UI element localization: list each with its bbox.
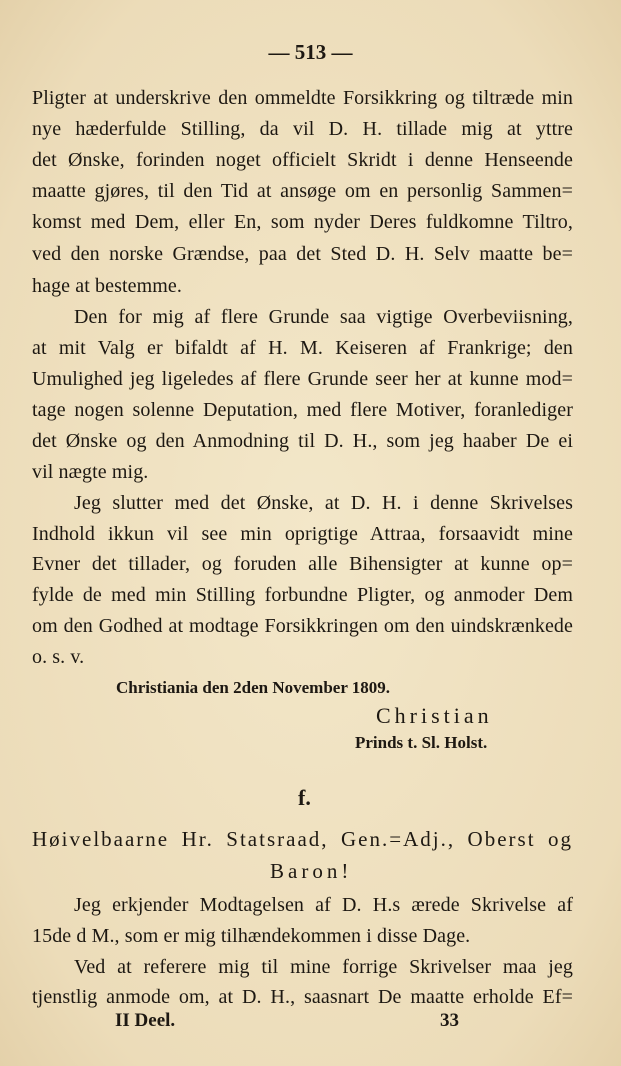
text-line: Ved at referere mig til mine forrige Skrivelser maa jeg <box>74 956 573 978</box>
text-line: det Ønske, forinden noget officielt Skridt i denne Henseende <box>32 149 573 171</box>
signature: Christian <box>376 703 493 728</box>
text-line: o. s. v. <box>32 646 85 668</box>
dateline: Christiania den 2den November 1809. <box>116 678 391 697</box>
text-line: om den Godhed at modtage Forsikkringen om den uindskrænkede <box>32 615 573 637</box>
signature-mark: 33 <box>440 1010 459 1031</box>
text-line: Indhold ikkun vil see min oprigtige Attraa, forsaavidt mine <box>32 523 573 545</box>
text-line: Jeg erkjender Modtagelsen af D. H.s ærede Skrivelse af <box>74 894 573 916</box>
text-line: Evner det tillader, og foruden alle Bihensigter at kunne op= <box>32 553 573 575</box>
signature-title: Prinds t. Sl. Holst. <box>355 733 488 752</box>
page-number-header: — 513 — <box>268 40 353 64</box>
text-line: Pligter at underskrive den ommeldte Forsikkring og tiltræde min <box>32 87 573 109</box>
text-line: at mit Valg er bifaldt af H. M. Keiseren af Frankrige; den <box>32 337 573 359</box>
text-line: hage at bestemme. <box>32 275 182 297</box>
volume-label: II Deel. <box>115 1010 176 1031</box>
text-line: vil nægte mig. <box>32 461 149 483</box>
text-line: nye hæderfulde Stilling, da vil D. H. tillade mig at yttre <box>32 118 573 140</box>
text-line: fylde de med min Stilling forbundne Pligter, og anmoder Dem <box>32 584 573 606</box>
text-line: ved den norske Grændse, paa det Sted D. H. Selv maatte be= <box>32 243 573 265</box>
text-line: det Ønske og den Anmodning til D. H., som jeg haaber De ei <box>32 430 573 452</box>
text-line: maatte gjøres, til den Tid at ansøge om en personlig Sammen= <box>32 180 573 202</box>
section-letter: f. <box>298 785 311 810</box>
text-line: komst med Dem, eller En, som nyder Deres fuldkomne Tiltro, <box>32 211 573 233</box>
text-line: Umulighed jeg ligeledes af flere Grunde seer her at kunne mod= <box>32 368 573 390</box>
text-line: tjenstlig anmode om, at D. H., saasnart De maatte erholde Ef= <box>32 986 573 1008</box>
text-line: 15de d M., som er mig tilhændekommen i disse Dage. <box>32 925 471 947</box>
text-line: tage nogen solenne Deputation, med flere Motiver, foranlediger <box>32 399 573 421</box>
text-line: Den for mig af flere Grunde saa vigtige Overbeviisning, <box>74 306 573 328</box>
text-line: Jeg slutter med det Ønske, at D. H. i denne Skrivelses <box>74 492 573 514</box>
salutation-line: Høivelbaarne Hr. Statsraad, Gen.=Adj., Oberst og <box>32 827 573 851</box>
salutation-line: Baron! <box>270 859 353 883</box>
